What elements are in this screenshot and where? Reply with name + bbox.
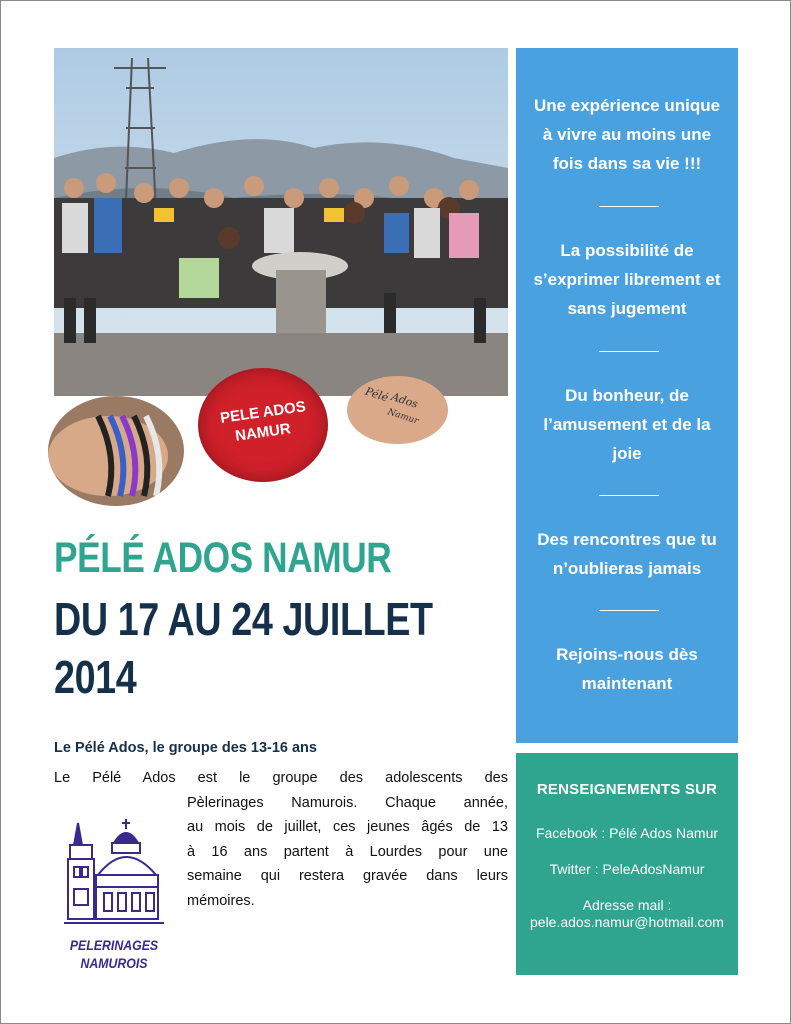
hand-text-3: Namur — [386, 407, 420, 427]
bracelets-photo — [48, 396, 184, 506]
highlight-line: La possibilité de — [560, 241, 694, 260]
contact-panel — [516, 753, 738, 975]
intro-line: semaine qui restera gravée dans leurs — [187, 868, 508, 885]
divider — [599, 206, 659, 207]
pele-ados-badge — [198, 368, 328, 482]
highlight-line: joie — [612, 444, 642, 463]
highlight-3 — [516, 381, 738, 468]
highlight-line: à vivre au moins une — [542, 125, 712, 144]
highlight-line: maintenant — [581, 674, 673, 693]
hand-text-1: Pélé — [363, 384, 390, 405]
divider — [599, 351, 659, 352]
logo-line-1: PELERINAGES — [69, 937, 159, 953]
pelerinages-namurois-logo — [64, 815, 164, 973]
group-photo — [54, 48, 508, 396]
mail-link[interactable]: pele.ados.namur@hotmail.com — [530, 914, 724, 930]
highlight-line: Des rencontres que tu — [537, 530, 717, 549]
intro-line: au mois de juillet, ces jeunes âgés de 13 — [187, 819, 508, 836]
hand-photo — [347, 376, 448, 444]
badge-line-2: NAMUR — [234, 420, 292, 445]
event-title: PÉLÉ ADOS NAMUR — [54, 534, 392, 582]
highlight-1 — [516, 91, 738, 178]
mail-label: Adresse mail : — [582, 897, 672, 913]
highlight-line: l’amusement et de la — [543, 415, 711, 434]
intro-line: Pèlerinages Namurois. Chaque année, — [187, 794, 508, 811]
event-dates — [54, 590, 433, 706]
intro-line: mémoires. — [187, 892, 255, 909]
highlight-line: n’oublieras jamais — [552, 559, 702, 578]
event-year: 2014 — [54, 651, 137, 703]
highlight-line: Une expérience unique — [533, 96, 721, 115]
intro-line: à 16 ans partent à Lourdes pour une — [187, 843, 508, 860]
highlight-5 — [516, 640, 738, 698]
logo-line-2: NAMUROIS — [80, 955, 148, 971]
highlight-line: Du bonheur, de — [565, 386, 689, 405]
event-dates-line: DU 17 AU 24 JUILLET — [54, 593, 433, 645]
facebook-link[interactable]: Facebook : Pélé Ados Namur — [535, 825, 719, 841]
highlight-line: Rejoins-nous dès — [556, 645, 698, 664]
highlight-2 — [516, 236, 738, 323]
hand-text-2: Ados — [389, 390, 420, 411]
highlight-line: sans jugement — [567, 299, 687, 318]
twitter-link[interactable]: Twitter : PeleAdosNamur — [549, 861, 705, 877]
badge-line-1: PELE ADOS — [219, 398, 307, 427]
intro-heading: Le Pélé Ados, le groupe des 13-16 ans — [54, 740, 317, 756]
highlight-4 — [516, 525, 738, 583]
highlight-line: s’exprimer librement et — [533, 270, 721, 289]
divider — [599, 610, 659, 611]
highlights-panel — [516, 48, 738, 743]
highlight-line: fois dans sa vie !!! — [552, 154, 702, 173]
contact-heading: RENSEIGNEMENTS SUR — [536, 781, 718, 798]
divider — [599, 495, 659, 496]
intro-line: Le Pélé Ados est le groupe des adolescents des — [54, 770, 508, 786]
